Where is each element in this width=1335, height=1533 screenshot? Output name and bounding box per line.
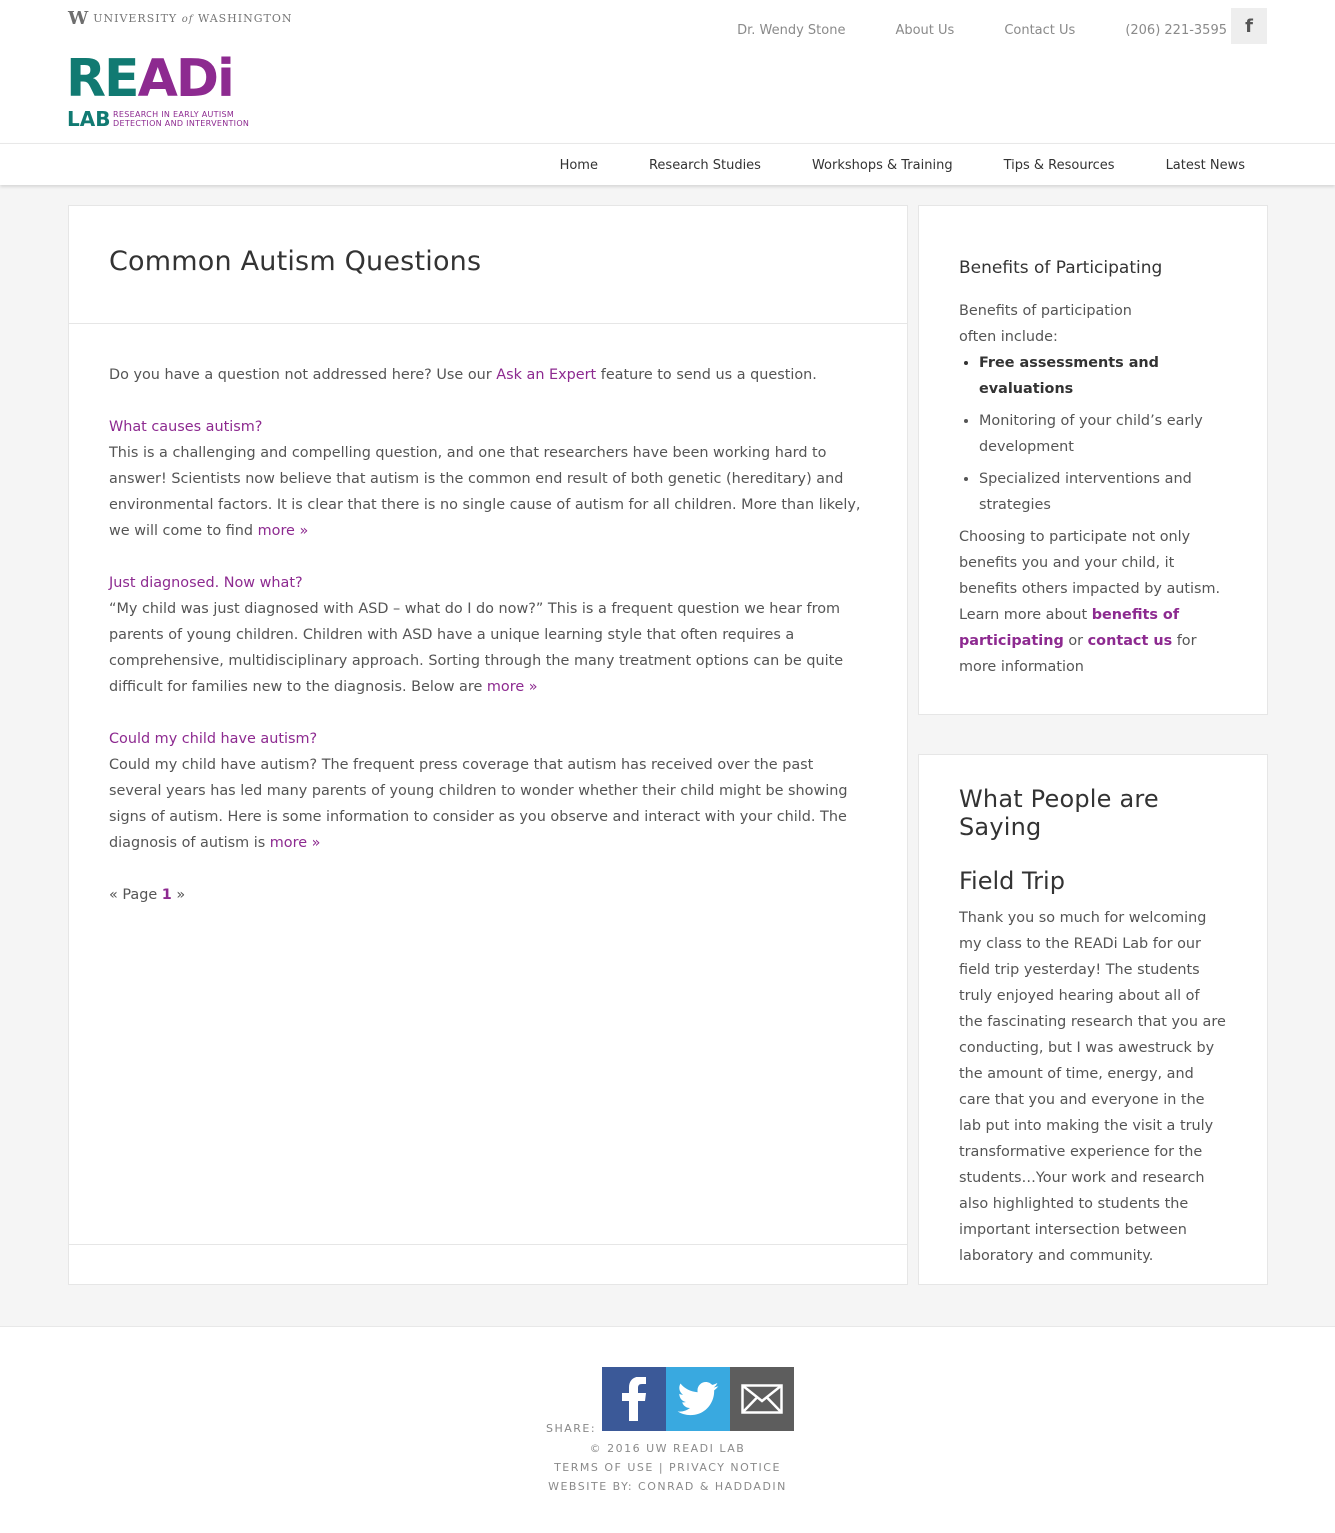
intro-before: Do you have a question not addressed here? Use our: [109, 367, 492, 383]
website-credit[interactable]: WEBSITE BY: CONRAD & HADDADIN: [548, 1480, 787, 1493]
footer-text: [0, 1439, 1335, 1496]
nav-item-tips-resources[interactable]: Tips & Resources: [1003, 157, 1115, 173]
privacy-notice-link[interactable]: PRIVACY NOTICE: [669, 1461, 781, 1474]
readi-lab-logo[interactable]: [66, 34, 276, 134]
page-title: Common Autism Questions: [109, 246, 482, 277]
main-body: [69, 324, 907, 908]
intro-paragraph: [109, 362, 867, 388]
footer-separator: |: [658, 1461, 665, 1474]
footer-legal-links: [0, 1458, 1335, 1477]
logo-tagline-line1: RESEARCH IN EARLY AUTISM: [113, 110, 235, 119]
logo-part-re: RE: [66, 49, 138, 109]
question-more-link[interactable]: more »: [486, 679, 538, 695]
benefits-content: [959, 298, 1227, 680]
facebook-icon: [621, 1377, 647, 1421]
question-item: [109, 726, 867, 856]
testimonial-text: Thank you so much for welcoming my class to the READi Lab for our field trip yesterday! The students truly enjoyed hearing about all of the fascinating research that you are conducting, but I was awestruck by the amount of time, energy, and care that you and everyone in the lab put into making the visit a truly transformative experience for the students…Your work and research also highlighted to students the important intersection between laboratory and community.: [959, 910, 1226, 1264]
main-content: [68, 205, 908, 1285]
nav-item-workshops-training[interactable]: Workshops & Training: [811, 157, 953, 173]
nav-item-research-studies[interactable]: Research Studies: [648, 157, 761, 173]
benefits-body-text: Choosing to participate not only benefits you and your child, it benefits others impacted by autism. Learn more about: [959, 529, 1221, 623]
top-link-dr-wendy-stone[interactable]: Dr. Wendy Stone: [737, 22, 846, 38]
facebook-icon: f: [1245, 15, 1253, 37]
pagination-suffix: »: [176, 887, 186, 903]
logo-lab: LAB: [67, 107, 111, 131]
top-link-contact-us[interactable]: Contact Us: [1004, 22, 1076, 38]
benefits-list-item: • Monitoring of your child’s early development: [979, 408, 1227, 460]
nav-list: [509, 144, 1245, 186]
logo-part-di: Di: [175, 49, 233, 109]
benefits-widget: [918, 205, 1268, 715]
question-more-link[interactable]: more »: [257, 523, 309, 539]
logo-wordmark: [66, 49, 233, 109]
terms-of-use-link[interactable]: TERMS OF USE: [554, 1461, 654, 1474]
uw-wordmark-text: [93, 12, 292, 25]
logo-part-a-puzzle: A: [137, 49, 176, 109]
benefits-title: Benefits of Participating: [959, 258, 1163, 278]
uw-wordmark[interactable]: [68, 8, 293, 28]
site-footer: [0, 1326, 1335, 1533]
share-facebook-button[interactable]: [602, 1367, 666, 1431]
logo-tagline: [113, 110, 249, 128]
uw-text-after: WASHINGTON: [197, 11, 293, 25]
contact-us-link[interactable]: contact us: [1087, 633, 1173, 649]
share-twitter-button[interactable]: [666, 1367, 730, 1431]
nav-item-home[interactable]: Home: [559, 157, 598, 173]
benefits-of-participating-link[interactable]: benefits of participating: [959, 607, 1180, 649]
benefits-intro: Benefits of participation often include:: [959, 303, 1132, 345]
main-header: [69, 206, 907, 324]
intro-after: feature to send us a question.: [600, 367, 817, 383]
question-title-just-diagnosed[interactable]: Just diagnosed. Now what?: [109, 575, 303, 591]
site-header: [0, 0, 1335, 143]
question-item: [109, 570, 867, 700]
question-title-could-my-child[interactable]: Could my child have autism?: [109, 731, 318, 747]
pagination-current-page[interactable]: 1: [161, 887, 172, 903]
pagination: [109, 882, 867, 908]
mail-icon: [741, 1384, 783, 1414]
main-footer-strip: [69, 1244, 907, 1284]
uw-text-before: UNIVERSITY: [93, 11, 178, 25]
testimonials-widget: [918, 754, 1268, 1285]
question-title-what-causes-autism[interactable]: What causes autism?: [109, 419, 263, 435]
top-link-about-us[interactable]: About Us: [895, 22, 955, 38]
testimonials-title: What People are Saying: [959, 785, 1159, 841]
question-more-link[interactable]: more »: [269, 835, 321, 851]
top-utility-links: [687, 15, 1267, 40]
benefits-list-item: • Specialized interventions and strategies: [979, 466, 1227, 518]
pagination-prefix: « Page: [109, 887, 158, 903]
question-excerpt: Could my child have autism? The frequent press coverage that autism has received over the past several years has led many parents of young children to wonder whether their child might be showing signs of autism. Here is some information to consider as you observe and interact with your child. The diagnosis of autism is: [109, 757, 848, 851]
benefits-list-item: • Free assessments and evaluations: [979, 350, 1227, 402]
benefits-body-mid: or: [1068, 633, 1084, 649]
nav-item-latest-news[interactable]: Latest News: [1165, 157, 1245, 173]
logo-tagline-line2: DETECTION AND INTERVENTION: [113, 119, 250, 128]
twitter-icon: [677, 1382, 719, 1416]
benefits-body-end: for more information: [959, 633, 1197, 675]
facebook-button[interactable]: [1231, 8, 1267, 44]
uw-text-of: of: [181, 13, 194, 25]
main-navigation: [0, 143, 1335, 185]
phone-number: (206) 221-3595: [1125, 22, 1227, 38]
benefits-list: [959, 350, 1227, 518]
testimonial-title: Field Trip: [959, 867, 1065, 895]
question-item: [109, 414, 867, 544]
copyright: © 2016 UW READI LAB: [589, 1442, 746, 1455]
question-excerpt: This is a challenging and compelling question, and one that researchers have been working hard to answer! Scientists now believe that autism is the common end result of both genetic (hereditary) and environmental factors. It is clear that there is no single cause of autism for all children. More than likely, we will come to find: [109, 445, 861, 539]
ask-an-expert-link[interactable]: Ask an Expert: [496, 367, 597, 383]
share-row: [546, 1367, 794, 1435]
uw-w-logo: W: [68, 7, 88, 29]
benefits-body: [959, 524, 1227, 680]
share-label: SHARE:: [546, 1422, 597, 1435]
question-excerpt: “My child was just diagnosed with ASD – what do I do now?” This is a frequent question we hear from parents of young children. Children with ASD have a unique learning style that often requires a comprehensive, multidisciplinary approach. Sorting through the many treatment options can be quite difficult for families new to the diagnosis. Below are: [109, 601, 844, 695]
share-email-button[interactable]: [730, 1367, 794, 1431]
